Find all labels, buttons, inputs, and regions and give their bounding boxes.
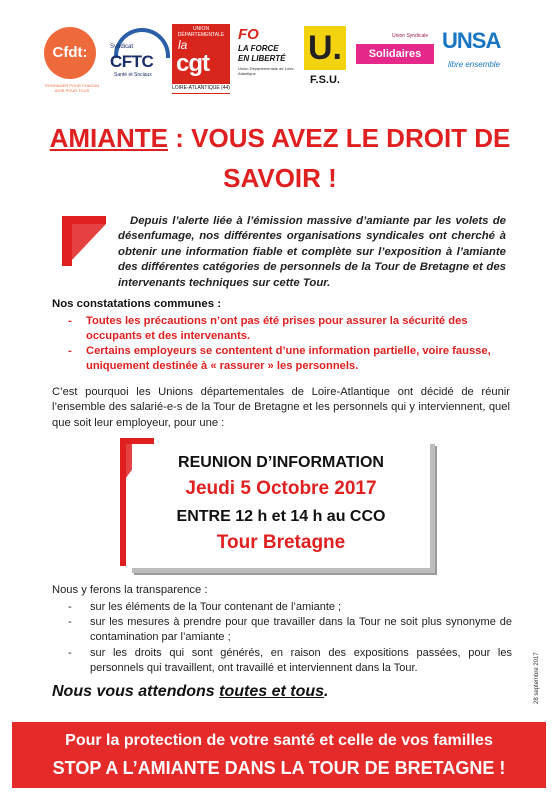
- unsa-logo-sub: libre ensemble: [448, 60, 501, 69]
- fsu-logo-letter: U.: [308, 29, 342, 67]
- fsu-logo: [300, 26, 350, 90]
- cfdt-logo-caption: S'ENGAGER POUR CHACUN AGIR POUR TOUS: [44, 83, 100, 93]
- red-corner-mark: [62, 216, 106, 266]
- cfdt-logo-mark: Cfdt:: [44, 27, 96, 79]
- closing-line: [52, 683, 328, 701]
- meeting-date: Jeudi 5 Octobre 2017: [185, 478, 377, 499]
- cftc-logo-syndicat: Syndicat: [110, 44, 134, 50]
- title-rest: : VOUS AVEZ LE DROIT DE SAVOIR !: [175, 123, 511, 193]
- banner-line1: Pour la protection de votre santé et celle de vos familles: [65, 732, 493, 749]
- meeting-time: ENTRE 12 h et 14 h au CCO: [176, 508, 386, 525]
- constatations-heading: Nos constatations communes :: [52, 298, 221, 310]
- fo-logo-line1: LA FORCE: [238, 44, 279, 53]
- list-item: - sur les éléments de la Tour contenant de l’amiante ;: [68, 600, 512, 615]
- solidaires-logo-top: Union Syndicale: [392, 33, 429, 39]
- cftc-logo-name: CFTC: [110, 52, 154, 71]
- fo-logo-sub: Union Départementale de Loire-Atlantique: [238, 66, 295, 76]
- side-date: 28 septembre 2017: [534, 652, 540, 704]
- banner-line2: STOP A L’AMIANTE DANS LA TOUR DE BRETAGNE !: [52, 758, 506, 778]
- meeting-title: REUNION D’INFORMATION: [178, 454, 384, 471]
- union-logos-row: [0, 0, 560, 100]
- closing-text: Nous vous attendons: [52, 683, 215, 700]
- constatations-list: [68, 314, 518, 374]
- cgt-logo-top: UNION DÉPARTEMENTALE: [177, 26, 225, 38]
- transparence-heading: Nous y ferons la transparence :: [52, 584, 208, 596]
- solidaires-logo: [356, 32, 434, 72]
- body-paragraph: C’est pourquoi les Unions départementales de Loire-Atlantique ont décidé de réunir l’ensemble des salarié-e-s de la Tour de Bretagne et les personnels qui y interviennent, quel que soit leur employeur, pour une :: [52, 386, 510, 429]
- fo-logo-line2: EN LIBERTÉ: [238, 54, 286, 63]
- cftc-logo-sub: Santé et Sociaux: [114, 72, 152, 78]
- closing-period: .: [324, 683, 329, 700]
- cgt-logo-name: cgt: [176, 50, 209, 77]
- cftc-logo: [108, 28, 168, 90]
- fo-logo: [234, 26, 298, 88]
- meeting-location: Tour Bretagne: [216, 532, 346, 553]
- list-item: - Certains employeurs se contentent d’une information partielle, voire fausse, uniquement destinée à « rassurer » les personnels.: [68, 344, 518, 374]
- cgt-logo-la: la: [178, 38, 188, 52]
- cfdt-logo: [44, 27, 100, 93]
- intro-paragraph: Depuis l’alerte liée à l’émission massive d’amiante par les volets de désenfumage, nos différentes organisations syndicales ont cherché à obtenir une information fiable et complète sur l’exposition à l’amiante des différentes catégories de personnels de la Tour de Bretagne et des intervenants techniques sur cette Tour.: [118, 215, 506, 289]
- bottom-banner: [12, 722, 546, 788]
- transparence-list: [68, 600, 512, 676]
- cgt-logo: [172, 24, 230, 94]
- page-title: [30, 118, 530, 198]
- closing-underlined: toutes et tous: [219, 683, 325, 700]
- unsa-logo: [440, 26, 504, 84]
- list-item: - sur les droits qui sont générés, en raison des expositions passées, pour les personnels qui travaillent, ont travaillé et interviennent dans la Tour.: [68, 646, 512, 676]
- title-keyword: AMIANTE: [49, 123, 169, 153]
- list-item: - sur les mesures à prendre pour que travailler dans la Tour ne soit plus synonyme de contamination par l’amiante ;: [68, 615, 512, 645]
- cgt-logo-bottom: LOIRE-ATLANTIQUE (44): [172, 85, 230, 91]
- unsa-logo-name: UNSA: [442, 28, 501, 53]
- solidaires-logo-name: Solidaires: [368, 48, 422, 60]
- list-item: - Toutes les précautions n’ont pas été prises pour assurer la sécurité des occupants et des intervenants.: [68, 314, 518, 344]
- meeting-box: [132, 444, 435, 573]
- fo-logo-badge: FO: [238, 26, 259, 43]
- fsu-logo-name: F.S.U.: [310, 74, 340, 86]
